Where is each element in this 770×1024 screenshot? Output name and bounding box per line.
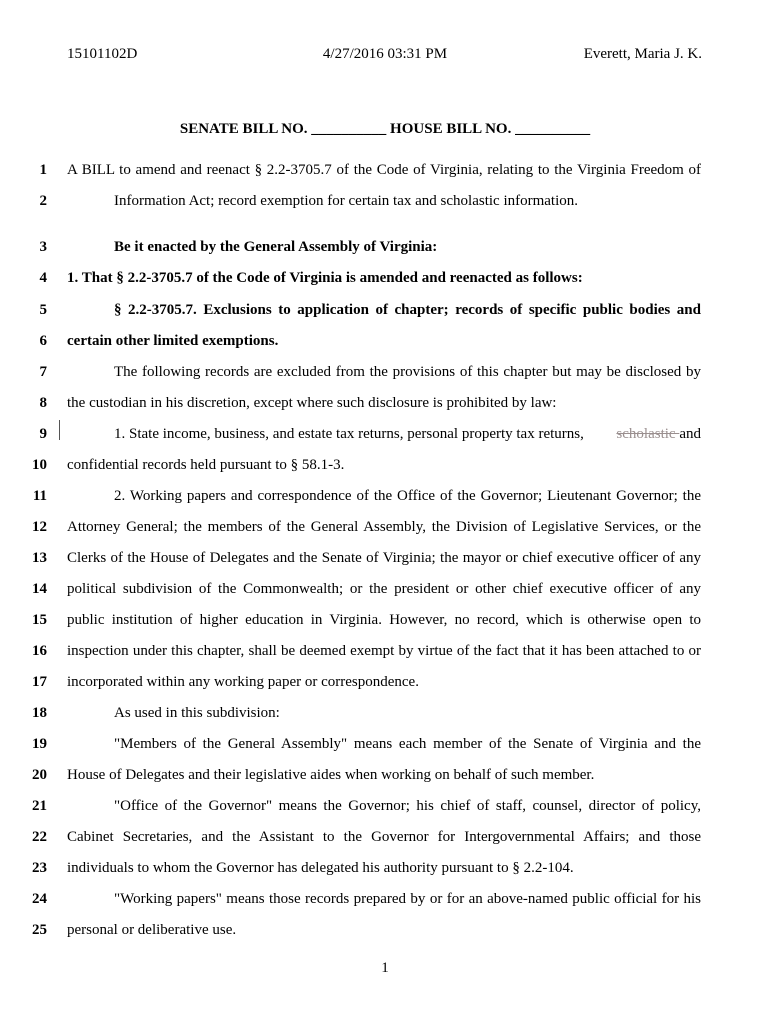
- line-text: confidential records held pursuant to § 58.1-3.: [67, 457, 345, 473]
- line-text: Information Act; record exemption for certain tax and scholastic information.: [114, 193, 579, 209]
- line-text: "Working papers" means those records prepared by or for an above-named public official for his: [114, 891, 701, 907]
- line-text: "Office of the Governor" means the Governor; his chief of staff, counsel, director of policy,: [114, 798, 701, 814]
- line-text: individuals to whom the Governor has delegated his authority pursuant to § 2.2-104.: [67, 860, 574, 876]
- line-10: [0, 455, 770, 477]
- doc-author: Everett, Maria J. K.: [583, 46, 702, 62]
- line-7: [0, 362, 770, 384]
- line-19: [0, 734, 770, 756]
- line-text-part: 1. State income, business, and estate tax returns, personal property tax returns,: [114, 426, 584, 442]
- line-text: § 2.2-3705.7. Exclusions to application of chapter; records of specific public bodies and: [114, 302, 701, 318]
- page-number: 1: [381, 960, 389, 976]
- line-3: [0, 237, 770, 259]
- line-number: 23: [32, 860, 47, 876]
- line-12: [0, 517, 770, 539]
- line-number: 18: [32, 705, 47, 721]
- line-text: The following records are excluded from the provisions of this chapter but may be disclosed by: [114, 364, 701, 380]
- line-text: certain other limited exemptions.: [67, 333, 279, 349]
- doc-id: 15101102D: [67, 46, 138, 62]
- strikethrough-text: scholastic: [616, 426, 680, 442]
- line-text: Clerks of the House of Delegates and the Senate of Virginia; the mayor or chief executive officer of any: [67, 550, 701, 566]
- line-number: 7: [39, 364, 47, 380]
- line-20: [0, 765, 770, 787]
- line-number: 8: [39, 395, 47, 411]
- line-text: the custodian in his discretion, except where such disclosure is prohibited by law:: [67, 395, 557, 411]
- line-number: 9: [39, 426, 47, 442]
- line-number: 20: [32, 767, 47, 783]
- line-number: 21: [32, 798, 47, 814]
- line-2: [0, 191, 770, 213]
- line-22: [0, 827, 770, 849]
- line-text: "Members of the General Assembly" means each member of the Senate of Virginia and the: [114, 736, 701, 752]
- line-number: 17: [32, 674, 47, 690]
- line-23: [0, 858, 770, 880]
- line-number: 11: [32, 488, 47, 504]
- line-number: 6: [39, 333, 47, 349]
- line-number: 3: [39, 239, 47, 255]
- line-text: Be it enacted by the General Assembly of Virginia:: [114, 239, 438, 255]
- line-9: [0, 424, 770, 446]
- line-number: 4: [39, 270, 47, 286]
- line-25: [0, 920, 770, 942]
- line-text: personal or deliberative use.: [67, 922, 237, 938]
- line-number: 24: [32, 891, 47, 907]
- line-8: [0, 393, 770, 415]
- line-6: [0, 331, 770, 353]
- line-14: [0, 579, 770, 601]
- line-16: [0, 641, 770, 663]
- line-1: [0, 160, 770, 182]
- line-number: 15: [32, 612, 47, 628]
- line-11: [0, 486, 770, 508]
- line-number: 22: [32, 829, 47, 845]
- line-text: House of Delegates and their legislative aides when working on behalf of such member.: [67, 767, 595, 783]
- line-text: A BILL to amend and reenact § 2.2-3705.7 of the Code of Virginia, relating to the Virginia Freedom of: [67, 162, 701, 178]
- line-21: [0, 796, 770, 818]
- line-number: 25: [32, 922, 47, 938]
- line-15: [0, 610, 770, 632]
- line-text: [67, 424, 701, 444]
- line-text: Cabinet Secretaries, and the Assistant to the Governor for Intergovernmental Affairs; and those: [67, 829, 701, 845]
- line-number: 13: [32, 550, 47, 566]
- line-text: Attorney General; the members of the General Assembly, the Division of Legislative Services, or the: [67, 519, 701, 535]
- line-17: [0, 672, 770, 694]
- line-number: 16: [32, 643, 47, 659]
- line-number: 19: [32, 736, 47, 752]
- line-text: political subdivision of the Commonwealth; or the president or other chief executive officer of any: [67, 581, 701, 597]
- line-text: As used in this subdivision:: [114, 705, 280, 721]
- doc-datetime: 4/27/2016 03:31 PM: [322, 46, 448, 62]
- line-text: incorporated within any working paper or correspondence.: [67, 674, 419, 690]
- line-number: 10: [32, 457, 47, 473]
- strikethrough-text-wrap: [616, 424, 701, 444]
- bill-title: SENATE BILL NO. __________ HOUSE BILL NO. __________: [179, 121, 591, 137]
- line-number: 12: [32, 519, 47, 535]
- line-number: 5: [39, 302, 47, 318]
- line-number: 14: [32, 581, 47, 597]
- line-5: [0, 300, 770, 322]
- line-number: 1: [39, 162, 47, 178]
- line-text-part: and: [679, 426, 701, 442]
- line-text: 1. That § 2.2-3705.7 of the Code of Virginia is amended and reenacted as follows:: [67, 270, 583, 286]
- line-text: inspection under this chapter, shall be deemed exempt by virtue of the fact that it has been attached to or: [67, 643, 701, 659]
- line-number: 2: [39, 193, 47, 209]
- line-text: public institution of higher education in Virginia. However, no record, which is otherwise open to: [67, 612, 701, 628]
- line-text: 2. Working papers and correspondence of the Office of the Governor; Lieutenant Governor; the: [114, 488, 701, 504]
- line-18: [0, 703, 770, 725]
- line-13: [0, 548, 770, 570]
- line-4: [0, 268, 770, 290]
- line-24: [0, 889, 770, 911]
